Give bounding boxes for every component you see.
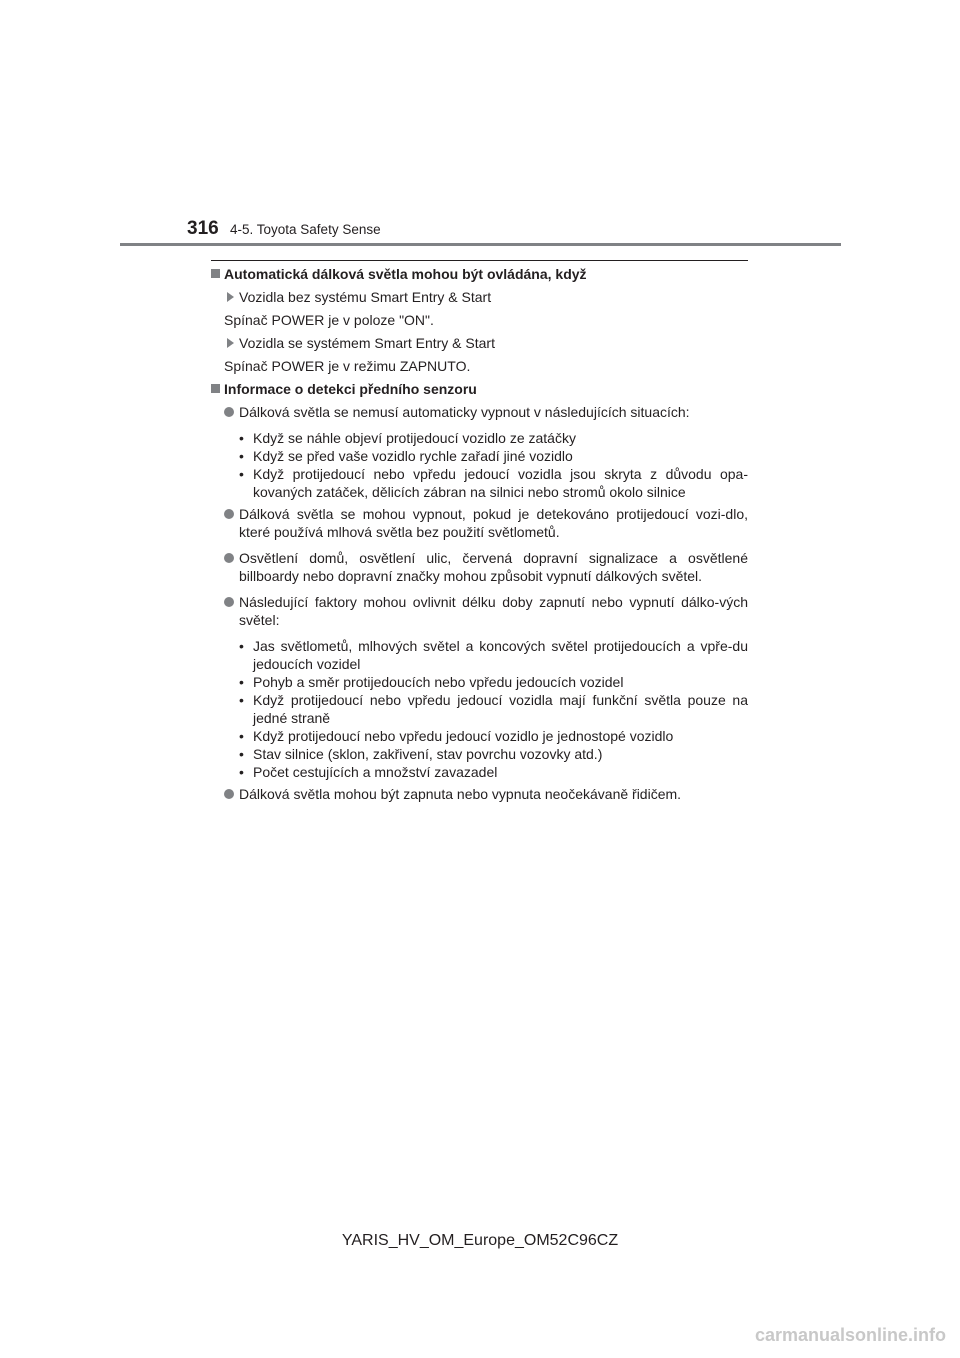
list-item: • Když protijedoucí nebo vpředu jedoucí vozidlo je jednostopé vozidlo (239, 728, 674, 744)
circle-bullet-icon (224, 407, 234, 417)
dot-item: Následující faktory mohou ovlivnit délku doby zapnutí nebo vypnutí dálko-vých světel: (211, 593, 748, 629)
circle-bullet-icon (224, 597, 234, 607)
sub-list (211, 429, 748, 501)
section-title: 4-5. Toyota Safety Sense (230, 222, 381, 237)
circle-bullet-icon (224, 553, 234, 563)
sub-list (211, 637, 748, 781)
header-rule (120, 243, 841, 246)
list-item: • Když protijedoucí nebo vpředu jedoucí vozidla jsou skryta z důvodu opa-kovaných zatáček, dělicích zábran na silnici nebo stromů okolo silnice (239, 466, 748, 500)
watermark: carmanualsonline.info (754, 1325, 946, 1345)
arrow-item: Vozidla se systémem Smart Entry & Start (211, 334, 748, 352)
heading-sensor-info: Informace o detekci předního senzoru (211, 380, 748, 398)
dot-item: Dálková světla mohou být zapnuta nebo vypnuta neočekávaně řidičem. (211, 785, 748, 803)
square-bullet-icon (211, 269, 220, 278)
list-item: • Když se náhle objeví protijedoucí vozidlo ze zatáčky (239, 430, 576, 446)
circle-bullet-icon (224, 789, 234, 799)
square-bullet-icon (211, 384, 220, 393)
circle-bullet-icon (224, 509, 234, 519)
arrow-item: Vozidla bez systému Smart Entry & Start (211, 288, 748, 306)
dot-item: Dálková světla se nemusí automaticky vypnout v následujících situacích: (211, 403, 748, 421)
content-body (211, 265, 748, 807)
list-item: • Pohyb a směr protijedoucích nebo vpředu jedoucích vozidel (239, 674, 624, 690)
dot-item: Osvětlení domů, osvětlení ulic, červená dopravní signalizace a osvětlené billboardy nebo dopravní značky mohou způsobit vypnutí dálkových světel. (211, 549, 748, 585)
page-number: 316 (187, 218, 219, 239)
arrow-right-icon (227, 292, 234, 302)
document-code: YARIS_HV_OM_Europe_OM52C96CZ (341, 1232, 619, 1249)
heading-auto-high-beam: Automatická dálková světla mohou být ovládána, když (211, 265, 748, 283)
content-rule (211, 260, 748, 261)
dot-item: Dálková světla se mohou vypnout, pokud je detekováno protijedoucí vozi-dlo, které používá mlhová světla bez použití světlometů. (211, 505, 748, 541)
list-item: • Jas světlometů, mlhových světel a koncových světel protijedoucích a vpře-du jedoucích vozidel (239, 638, 748, 672)
arrow-right-icon (227, 338, 234, 348)
text-line: Spínač POWER je v poloze "ON". (224, 312, 434, 328)
list-item: • Počet cestujících a množství zavazadel (239, 764, 498, 780)
list-item: • Když protijedoucí nebo vpředu jedoucí vozidla mají funkční světla pouze na jedné straně (239, 692, 748, 726)
text-line: Spínač POWER je v režimu ZAPNUTO. (224, 358, 471, 374)
list-item: • Stav silnice (sklon, zakřivení, stav povrchu vozovky atd.) (239, 746, 603, 762)
list-item: • Když se před vaše vozidlo rychle zařadí jiné vozidlo (239, 448, 573, 464)
